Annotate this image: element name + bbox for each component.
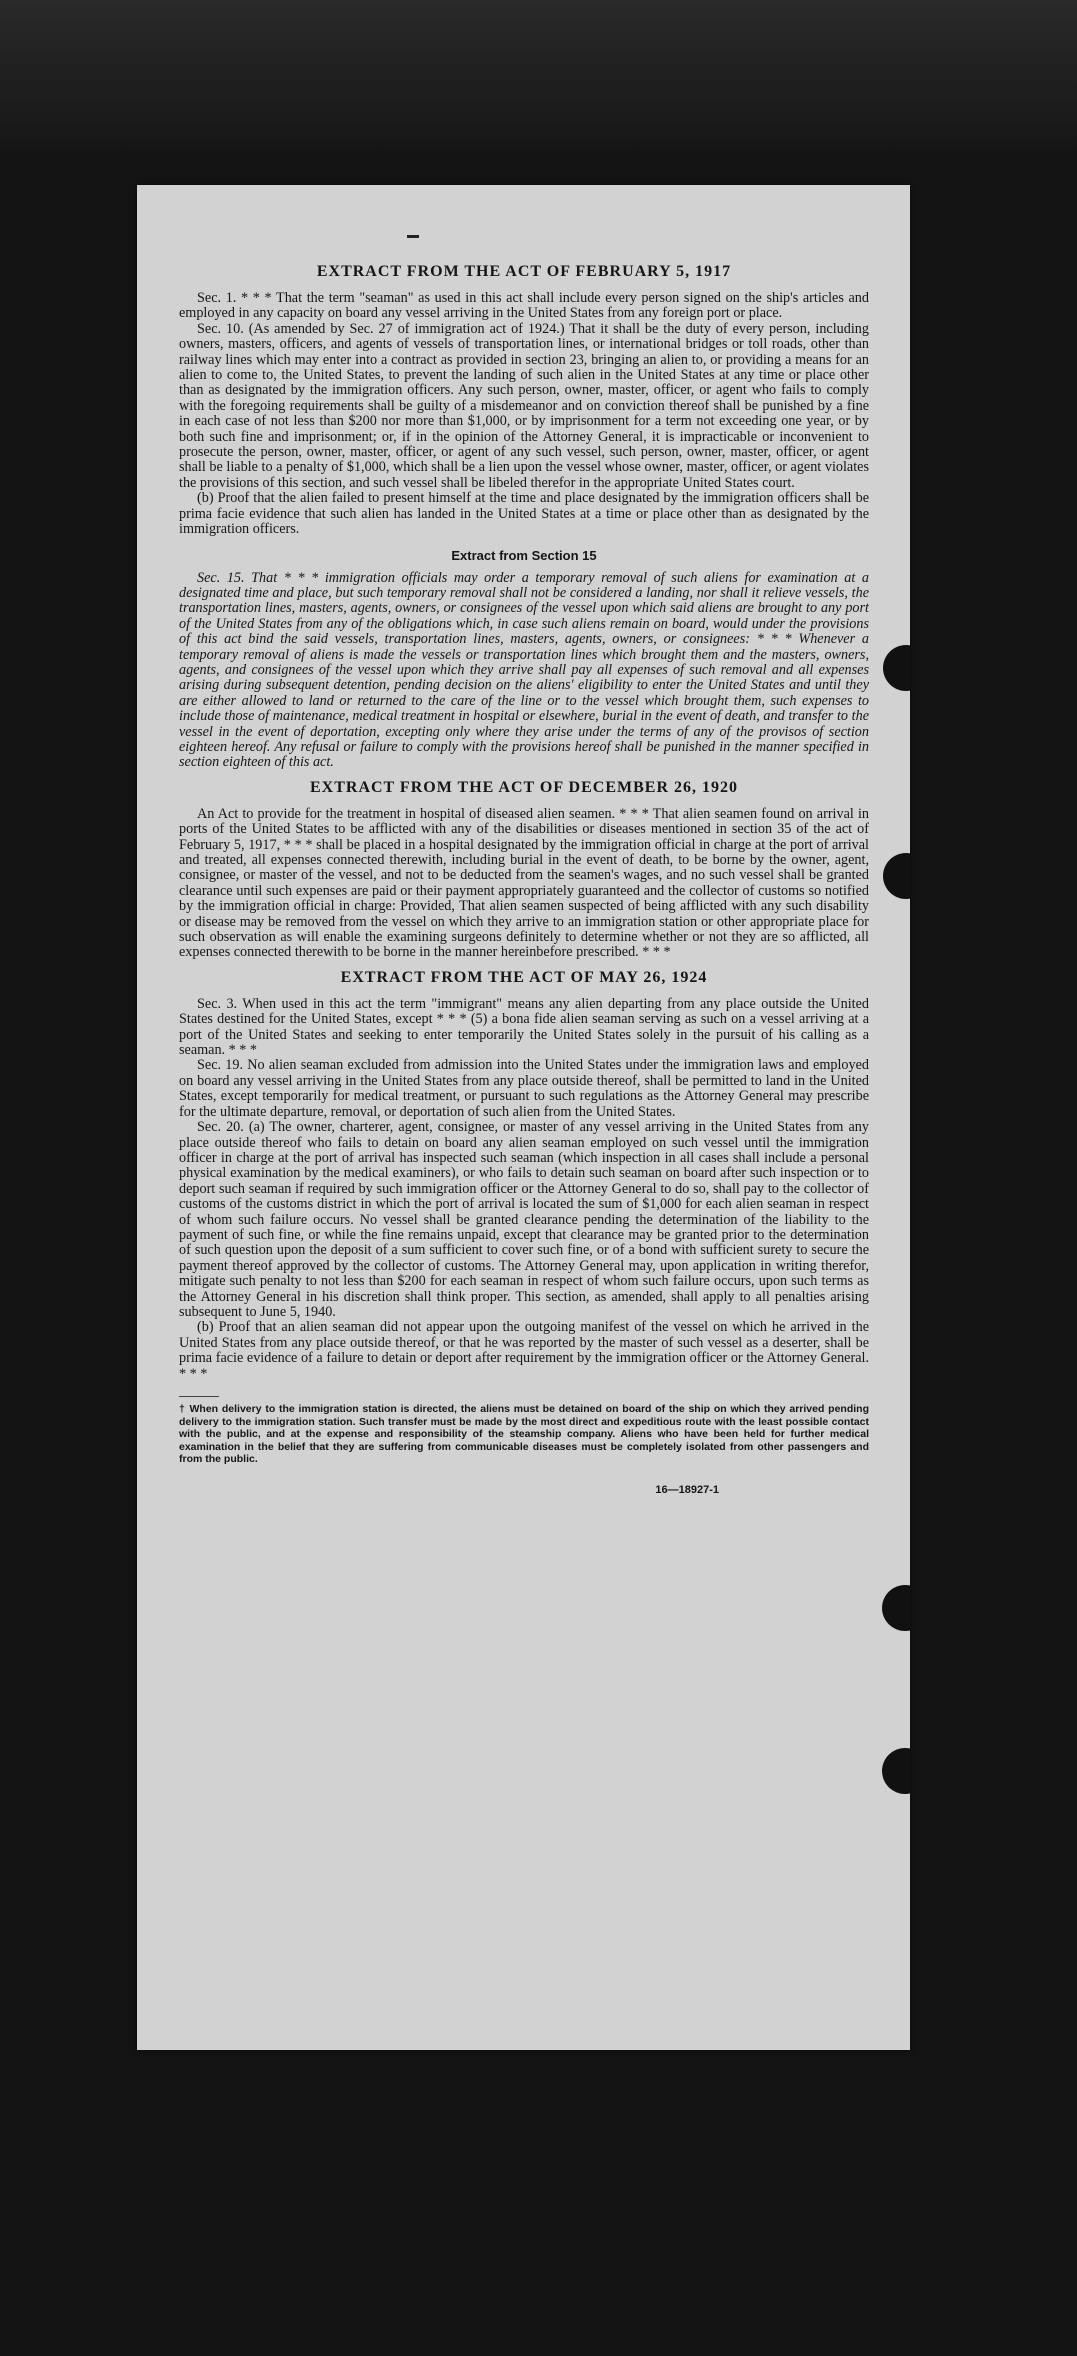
punch-hole <box>882 1748 910 1794</box>
paragraph-sec-15: Sec. 15. That * * * immigration officials may order a temporary removal of such aliens for examination at a designated time and place, but such temporary removal shall not be considered a landing, nor shall it relieve vessels, the transportation lines, masters, agents, owners, or consignees of the vessel upon which said aliens are brought to any port of the United States from any of the obligations which, in case such aliens remain on board, would under the provisions of this act bind the said vessels, transportation lines, masters, agents, owners, or consignees: * * * Whenever a temporary removal of aliens is made the vessels or transportation lines which brought them and the masters, owners, agents, and consignees of the vessel upon which they arrive shall pay all expenses of such removal and all expenses arising during subsequent detention, pending decision on the aliens' eligibility to enter the United States and until they are either allowed to land or returned to the care of the line or to the vessel which brought them, such expenses to include those of maintenance, medical treatment in hospital or elsewhere, burial in the event of death, and transfer to the vessel in the event of deportation, excepting only where they arise under the terms of any of the provisos of section eighteen hereof. Any refusal or failure to comply with the provisions hereof shall be punished in the manner specified in section eighteen of this act. <box>179 569 869 771</box>
punch-hole <box>883 853 910 899</box>
form-number: 16—18927-1 <box>655 1483 719 1496</box>
paragraph-act-1920: An Act to provide for the treatment in hospital of diseased alien seamen. * * * That alien seamen found on arrival in ports of the United States to be afflicted with any of the disabilities or diseases mentioned in section 35 of the act of February 5, 1917, * * * shall be placed in a hospital designated by the immigration official in charge at the port of arrival and treated, all expenses connected therewith, including burial in the event of death, to be borne by the owner, agent, consignee, or master of the vessel, and not to be deducted from the seamen's wages, and no such vessel shall be granted clearance until such expenses are paid or their payment appropriately guaranteed and the collector of customs so notified by the immigration official in charge: Provided, That alien seamen suspected of being afflicted with any such disability or disease may be removed from the vessel on which they arrive to an immigration station or other appropriate place for such observation as will enable the examining surgeons definitely to determine whether or not they are so afflicted, all expenses connected therewith to be borne in the manner hereinbefore prescribed. * * * <box>179 805 869 961</box>
heading-act-1917: EXTRACT FROM THE ACT OF FEBRUARY 5, 1917 <box>316 263 732 280</box>
printer-mark <box>407 235 419 238</box>
paragraph-sec-20b: (b) Proof that an alien seaman did not appear upon the outgoing manifest of the vessel on which he arrived in the United States from any place outside thereof, or that he was reported by the master of such vessel as a deserter, shall be prima facie evidence of a failure to detain or deport after requirement by the immigration officer or the Attorney General. * * * <box>179 1319 869 1382</box>
punch-hole <box>882 1585 910 1631</box>
document-body <box>179 255 869 1496</box>
paragraph-sec-1: Sec. 1. * * * That the term "seaman" as used in this act shall include every person signed on the ship's articles and employed in any capacity on board any vessel arriving in the United States from any foreign port or place. <box>179 290 869 322</box>
heading-act-1920: EXTRACT FROM THE ACT OF DECEMBER 26, 1920 <box>309 778 738 796</box>
paragraph-sec-10b: (b) Proof that the alien failed to present himself at the time and place designated by the immigration officers shall be prima facie evidence that such alien has landed in the United States at a time or place other than as designated by the immigration officers. <box>179 490 869 538</box>
footnote: † When delivery to the immigration station is directed, the aliens must be detained on board of the ship on which they arrived pending delivery to the immigration station. Such transfer must be made by the most direct and expeditious route with the least possible contact with the public, and at the expense and responsibility of the steamship company. Aliens who have been held for further medical examination in the belief that they are suffering from communicable diseases must be completely isolated from other passengers and from the public. <box>179 1403 869 1466</box>
footnote-divider <box>179 1396 219 1397</box>
paragraph-sec-20a: Sec. 20. (a) The owner, charterer, agent, consignee, or master of any vessel arriving in the United States from any place outside thereof who fails to detain on board any alien seaman employed on such vessel until the immigration officer in charge at the port of arrival has inspected such seaman (which inspection in all cases shall include a personal physical examination by the medical examiners), or who fails to detain such seaman on board after such inspection or to deport such seaman if required by such immigration officer or the Attorney General to do so, shall pay to the collector of customs of the customs district in which the port of arrival is located the sum of $1,000 for each alien seaman in respect of whom such failure occurs. No vessel shall be granted clearance pending the determination of the liability to the payment of such fine, or while the fine remains unpaid, except that clearance may be granted prior to the determination of such question upon the deposit of a sum sufficient to cover such fine, or of a bond with sufficient surety to secure the payment thereof approved by the collector of customs. The Attorney General may, upon application in writing therefor, mitigate such penalty to not less than $200 for each seaman in respect of whom such failure occurs, upon such terms as the Attorney General in his discretion shall think proper. This section, as amended, shall apply to all penalties arising subsequent to June 5, 1940. <box>179 1119 869 1320</box>
heading-act-1924: EXTRACT FROM THE ACT OF MAY 26, 1924 <box>340 968 708 986</box>
paragraph-sec-10: Sec. 10. (As amended by Sec. 27 of immigration act of 1924.) That it shall be the duty of every person, including owners, masters, officers, and agents of vessels of transportation lines, or international bridges or toll roads, other than railway lines which may enter into a contract as provided in section 23, bringing an alien to, or providing a means for an alien to come to, the United States, to prevent the landing of such alien in the United States at any time or place other than as designated by the immigration officers. Any such person, owner, master, officer, or agent who fails to comply with the foregoing requirements shall be guilty of a misdemeanor and on conviction thereof shall be punished by a fine in each case of not less than $200 nor more than $1,000, or by imprisonment for a term not exceeding one year, or by both such fine and imprisonment; or, if in the opinion of the Attorney General, it is impracticable or inconvenient to prosecute the person, owner, master, officer, or agent of any such vessel, such person, owner, master, officer, or agent shall be liable to a penalty of $1,000, which shall be a lien upon the vessel whose owner, master, officer, or agent violates the provisions of this section, and such vessel shall be libeled therefor in the appropriate United States court. <box>179 320 869 491</box>
paragraph-sec-3: Sec. 3. When used in this act the term "immigrant" means any alien departing from any place outside the United States destined for the United States, except * * * (5) a bona fide alien seaman serving as such on a vessel arriving at a port of the United States and seeking to enter temporarily the United States solely in the pursuit of his calling as a seaman. * * * <box>179 995 869 1059</box>
document-page <box>137 185 910 2050</box>
heading-section-15: Extract from Section 15 <box>451 547 597 563</box>
film-edge <box>0 0 1077 150</box>
punch-hole <box>883 645 910 691</box>
paragraph-sec-19: Sec. 19. No alien seaman excluded from admission into the United States under the immigration laws and employed on board any vessel arriving in the United States from any place outside thereof, shall be permitted to land in the United States, except temporarily for medical treatment, or pursuant to such regulations as the Attorney General may prescribe for the ultimate departure, removal, or deportation of such alien from the United States. <box>179 1057 869 1120</box>
